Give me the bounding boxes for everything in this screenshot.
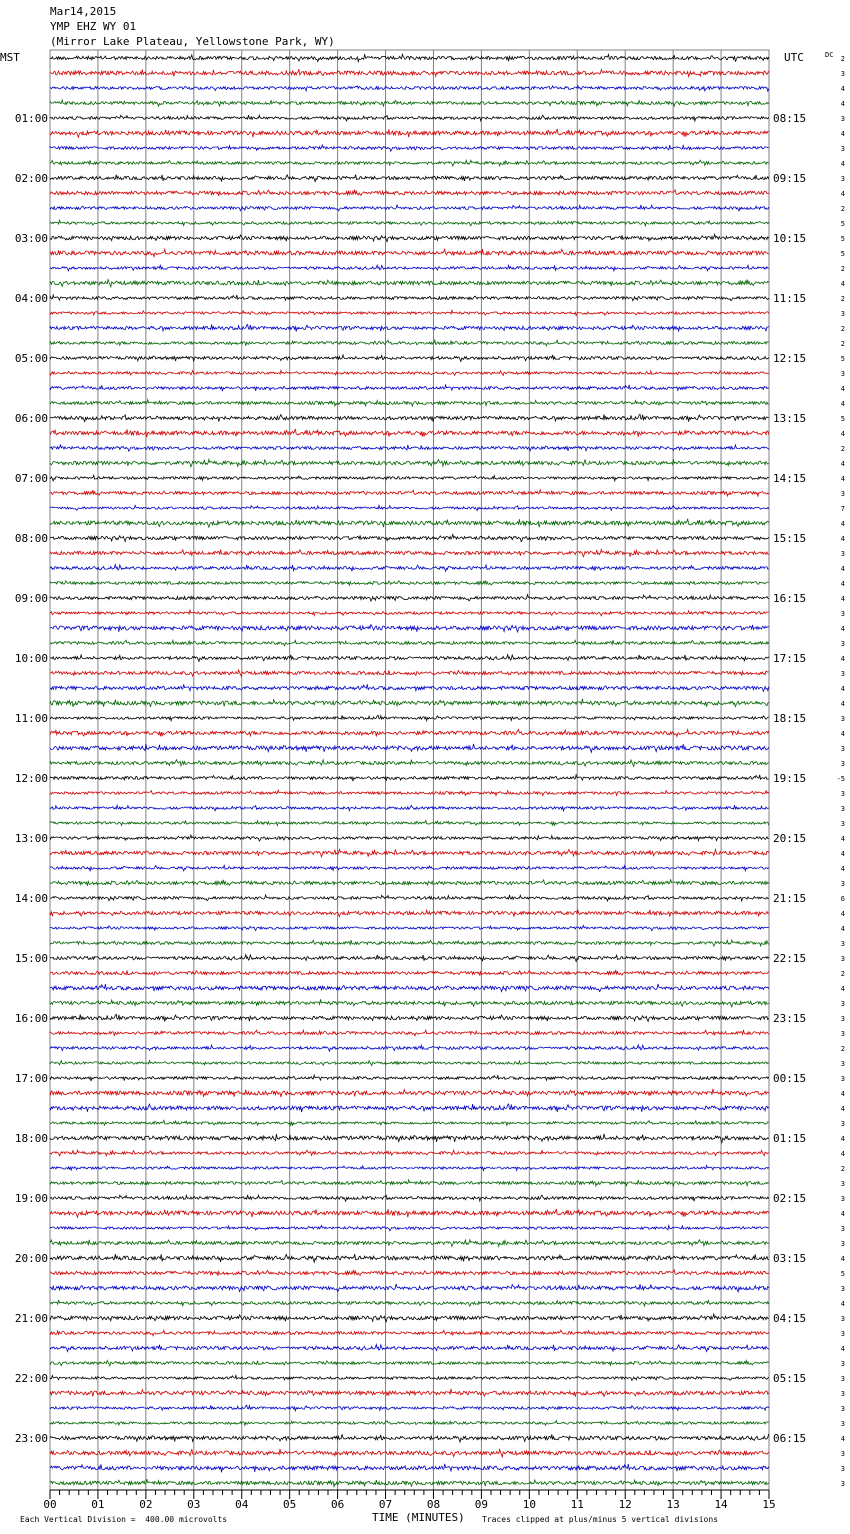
dc-value: 4 bbox=[840, 160, 845, 168]
dc-value: 2 bbox=[840, 205, 845, 213]
dc-value: 3 bbox=[840, 370, 845, 378]
dc-value: 3 bbox=[840, 1480, 845, 1488]
clip-note: Traces clipped at plus/minus 5 vertical divisions bbox=[482, 1515, 719, 1524]
x-tick-label: 04 bbox=[235, 1498, 249, 1511]
dc-value: 3 bbox=[840, 1030, 845, 1038]
dc-value: 3 bbox=[840, 760, 845, 768]
left-time-label: 07:00 bbox=[14, 472, 48, 485]
plot-frame bbox=[50, 50, 769, 1490]
dc-value: 4 bbox=[840, 850, 845, 858]
dc-value: 2 bbox=[840, 970, 845, 978]
trace-row bbox=[50, 220, 769, 226]
right-time-label: 23:15 bbox=[773, 1012, 807, 1025]
dc-value: 3 bbox=[840, 175, 845, 183]
trace-row bbox=[50, 610, 769, 616]
x-tick-label: 08 bbox=[426, 1498, 441, 1511]
trace-row bbox=[50, 1030, 769, 1036]
dc-value: 4 bbox=[840, 730, 845, 738]
right-time-label: 00:15 bbox=[773, 1072, 807, 1085]
dc-value: 3 bbox=[840, 490, 845, 498]
dc-value: 3 bbox=[840, 70, 845, 78]
trace-row bbox=[50, 175, 769, 182]
trace-row bbox=[50, 429, 769, 437]
dc-value: 2 bbox=[840, 265, 845, 273]
trace-row bbox=[50, 400, 769, 406]
trace-row bbox=[50, 1449, 769, 1457]
trace-row bbox=[50, 955, 769, 962]
station-code: YMP EHZ WY 01 bbox=[50, 20, 137, 33]
trace-row bbox=[50, 324, 769, 331]
dc-value: 4 bbox=[840, 430, 845, 438]
trace-row bbox=[50, 129, 769, 137]
dc-value: 5 bbox=[840, 1270, 845, 1278]
trace-row bbox=[50, 100, 769, 106]
dc-value: 3 bbox=[840, 1120, 845, 1128]
x-tick-label: 01 bbox=[91, 1498, 105, 1511]
trace-row bbox=[50, 355, 769, 361]
dc-value: 2 bbox=[840, 445, 845, 453]
trace-row bbox=[50, 775, 769, 781]
left-time-label: 21:00 bbox=[14, 1312, 48, 1325]
trace-row bbox=[50, 821, 769, 826]
trace-row bbox=[50, 1405, 769, 1411]
left-time-label: 08:00 bbox=[14, 532, 48, 545]
trace-row bbox=[50, 54, 769, 61]
dc-value: 4 bbox=[840, 1255, 845, 1263]
trace-row bbox=[50, 519, 769, 528]
trace-row bbox=[50, 565, 769, 572]
x-tick-label: 15 bbox=[762, 1498, 776, 1511]
dc-value: 4 bbox=[840, 100, 845, 108]
dc-value: 3 bbox=[840, 1075, 845, 1083]
dc-value: 5 bbox=[840, 235, 845, 243]
right-time-label: 22:15 bbox=[773, 952, 807, 965]
dc-value: 3 bbox=[840, 640, 845, 648]
trace-row bbox=[50, 1209, 769, 1217]
left-time-label: 03:00 bbox=[14, 232, 48, 245]
trace-row bbox=[50, 1180, 769, 1186]
trace-row bbox=[50, 940, 769, 946]
dc-value: 4 bbox=[840, 280, 845, 288]
trace-row bbox=[50, 790, 769, 796]
trace-row bbox=[50, 1270, 769, 1276]
trace-row bbox=[50, 1314, 769, 1322]
right-time-label: 19:15 bbox=[773, 772, 807, 785]
dc-value: 3 bbox=[840, 1450, 845, 1458]
right-time-label: 13:15 bbox=[773, 412, 807, 425]
right-time-label: 02:15 bbox=[773, 1192, 807, 1205]
right-time-label: 18:15 bbox=[773, 712, 807, 725]
dc-value: 4 bbox=[840, 400, 845, 408]
dc-value: 3 bbox=[840, 1000, 845, 1008]
dc-value: 4 bbox=[840, 655, 845, 663]
trace-row bbox=[50, 295, 769, 301]
dc-value: 3 bbox=[840, 670, 845, 678]
trace-row bbox=[50, 1284, 769, 1292]
dc-value: 7 bbox=[840, 505, 845, 513]
trace-row bbox=[50, 835, 769, 841]
dc-value: 2 bbox=[840, 325, 845, 333]
dc-value: 4 bbox=[840, 535, 845, 543]
dc-value: 4 bbox=[840, 700, 845, 708]
trace-row bbox=[50, 625, 769, 632]
trace-row bbox=[50, 684, 769, 691]
left-time-label: 18:00 bbox=[14, 1132, 48, 1145]
trace-row bbox=[50, 459, 769, 467]
right-time-label: 21:15 bbox=[773, 892, 807, 905]
trace-row bbox=[50, 655, 769, 662]
dc-value: 4 bbox=[840, 865, 845, 873]
dc-value: 2 bbox=[840, 340, 845, 348]
dc-value: 4 bbox=[840, 1090, 845, 1098]
trace-row bbox=[50, 550, 769, 557]
trace-row bbox=[50, 805, 769, 811]
x-tick-label: 05 bbox=[283, 1498, 297, 1511]
trace-row bbox=[50, 744, 769, 752]
trace-row bbox=[50, 595, 769, 601]
dc-value: 3 bbox=[840, 745, 845, 753]
dc-value: 4 bbox=[840, 190, 845, 198]
dc-value: 4 bbox=[840, 1435, 845, 1443]
dc-value: 4 bbox=[840, 520, 845, 528]
station-location: (Mirror Lake Plateau, Yellowstone Park, WY) bbox=[50, 35, 335, 48]
left-time-label: 04:00 bbox=[14, 292, 48, 305]
left-time-label: 12:00 bbox=[14, 772, 48, 785]
trace-row bbox=[50, 1014, 769, 1021]
left-time-label: 15:00 bbox=[14, 952, 48, 965]
dc-value: 3 bbox=[840, 1015, 845, 1023]
dc-value: 3 bbox=[840, 1180, 845, 1188]
x-tick-label: 13 bbox=[666, 1498, 680, 1511]
trace-row bbox=[50, 1165, 769, 1170]
trace-row bbox=[50, 1061, 769, 1066]
trace-row bbox=[50, 1330, 769, 1336]
dc-value: 4 bbox=[840, 565, 845, 573]
trace-row bbox=[50, 1225, 769, 1230]
trace-row bbox=[50, 160, 769, 166]
dc-value: 3 bbox=[840, 550, 845, 558]
trace-row bbox=[50, 145, 769, 151]
dc-value: 4 bbox=[840, 985, 845, 993]
trace-row bbox=[50, 1375, 769, 1380]
trace-row bbox=[50, 249, 769, 257]
x-tick-label: 00 bbox=[43, 1498, 57, 1511]
left-time-label: 22:00 bbox=[14, 1372, 48, 1385]
trace-row bbox=[50, 580, 769, 585]
x-tick-label: 07 bbox=[378, 1498, 393, 1511]
trace-row bbox=[50, 1360, 769, 1366]
dc-value: 3 bbox=[840, 805, 845, 813]
trace-row bbox=[50, 1389, 769, 1397]
dc-value: 4 bbox=[840, 85, 845, 93]
left-time-label: 10:00 bbox=[14, 652, 48, 665]
trace-row bbox=[50, 205, 769, 211]
trace-row bbox=[50, 1421, 769, 1426]
trace-row bbox=[50, 385, 769, 391]
trace-row bbox=[50, 86, 769, 91]
trace-row bbox=[50, 475, 769, 481]
trace-row bbox=[50, 879, 769, 886]
trace-row bbox=[50, 1045, 769, 1051]
dc-value: 4 bbox=[840, 1345, 845, 1353]
dc-value: 3 bbox=[840, 1390, 845, 1398]
dc-value: 6 bbox=[840, 895, 845, 903]
x-tick-label: 03 bbox=[187, 1498, 201, 1511]
left-time-label: 05:00 bbox=[14, 352, 48, 365]
trace-row bbox=[50, 865, 769, 870]
dc-value: 4 bbox=[840, 1105, 845, 1113]
trace-row bbox=[50, 1120, 769, 1125]
dc-value: 3 bbox=[840, 145, 845, 153]
trace-row bbox=[50, 1075, 769, 1081]
trace-row bbox=[50, 490, 769, 496]
dc-value: 2 bbox=[840, 1045, 845, 1053]
dc-value: 3 bbox=[840, 1060, 845, 1068]
dc-value: 3 bbox=[840, 1225, 845, 1233]
trace-row bbox=[50, 445, 769, 451]
trace-row bbox=[50, 310, 769, 315]
dc-value: 3 bbox=[840, 1420, 845, 1428]
trace-row bbox=[50, 115, 769, 121]
right-time-label: 17:15 bbox=[773, 652, 807, 665]
trace-row bbox=[50, 1479, 769, 1487]
dc-value: 4 bbox=[840, 835, 845, 843]
x-tick-label: 14 bbox=[714, 1498, 728, 1511]
trace-row bbox=[50, 760, 769, 767]
trace-row bbox=[50, 1434, 769, 1442]
dc-value: 4 bbox=[840, 910, 845, 918]
right-time-label: 15:15 bbox=[773, 532, 807, 545]
dc-value: 3 bbox=[840, 115, 845, 123]
trace-row bbox=[50, 414, 769, 421]
right-time-label: 01:15 bbox=[773, 1132, 807, 1145]
dc-value: 2 bbox=[840, 1165, 845, 1173]
trace-row bbox=[50, 910, 769, 917]
dc-value: 4 bbox=[840, 625, 845, 633]
dc-value: 4 bbox=[840, 685, 845, 693]
trace-row bbox=[50, 505, 769, 510]
x-axis-label: TIME (MINUTES) bbox=[372, 1511, 465, 1524]
dc-value: 4 bbox=[840, 1150, 845, 1158]
dc-value: 5 bbox=[840, 415, 845, 423]
left-time-label: 13:00 bbox=[14, 832, 48, 845]
trace-row bbox=[50, 640, 769, 646]
dc-value: 4 bbox=[840, 1210, 845, 1218]
right-time-label: 14:15 bbox=[773, 472, 807, 485]
trace-row bbox=[50, 1254, 769, 1262]
dc-value: 4 bbox=[840, 925, 845, 933]
trace-row bbox=[50, 265, 769, 271]
dc-value: 3 bbox=[840, 1465, 845, 1473]
dc-value: 3 bbox=[840, 1375, 845, 1383]
trace-row bbox=[50, 69, 769, 76]
dc-value: 4 bbox=[840, 385, 845, 393]
trace-row bbox=[50, 234, 769, 241]
left-time-label: 14:00 bbox=[14, 892, 48, 905]
trace-row bbox=[50, 1150, 769, 1156]
x-tick-label: 06 bbox=[330, 1498, 345, 1511]
left-time-label: 02:00 bbox=[14, 172, 48, 185]
trace-row bbox=[50, 280, 769, 287]
right-time-label: 05:15 bbox=[773, 1372, 807, 1385]
dc-value: 3 bbox=[840, 1195, 845, 1203]
trace-row bbox=[50, 926, 769, 931]
right-time-label: 03:15 bbox=[773, 1252, 807, 1265]
seismic-traces bbox=[50, 54, 769, 1487]
dc-value: 5 bbox=[840, 220, 845, 228]
dc-value: 4 bbox=[840, 475, 845, 483]
dc-label: DC bbox=[825, 51, 834, 59]
left-time-label: 19:00 bbox=[14, 1192, 48, 1205]
trace-row bbox=[50, 370, 769, 375]
x-tick-label: 10 bbox=[522, 1498, 536, 1511]
left-time-label: 06:00 bbox=[14, 412, 48, 425]
chart-date: Mar14,2015 bbox=[50, 5, 117, 18]
dc-value: 4 bbox=[840, 130, 845, 138]
right-time-label: 04:15 bbox=[773, 1312, 807, 1325]
trace-row bbox=[50, 715, 769, 720]
dc-value: 3 bbox=[840, 820, 845, 828]
trace-row bbox=[50, 895, 769, 901]
dc-value: 3 bbox=[840, 1315, 845, 1323]
dc-value: 3 bbox=[840, 940, 845, 948]
dc-value: -5 bbox=[836, 775, 845, 783]
right-time-label: 08:15 bbox=[773, 112, 807, 125]
dc-value: 4 bbox=[840, 580, 845, 588]
trace-row bbox=[50, 1089, 769, 1097]
dc-value: 3 bbox=[840, 1240, 845, 1248]
dc-value: 3 bbox=[840, 880, 845, 888]
trace-row bbox=[50, 340, 769, 346]
trace-row bbox=[50, 999, 769, 1006]
dc-value: 4 bbox=[840, 460, 845, 468]
left-time-label: 01:00 bbox=[14, 112, 48, 125]
left-time-label: 17:00 bbox=[14, 1072, 48, 1085]
right-time-label: 16:15 bbox=[773, 592, 807, 605]
trace-row bbox=[50, 1464, 769, 1473]
left-time-label: 20:00 bbox=[14, 1252, 48, 1265]
trace-row bbox=[50, 699, 769, 707]
dc-value: 2 bbox=[840, 295, 845, 303]
dc-value: 3 bbox=[840, 955, 845, 963]
dc-value: 3 bbox=[840, 715, 845, 723]
left-time-label: 11:00 bbox=[14, 712, 48, 725]
dc-value: 3 bbox=[840, 790, 845, 798]
right-axis-title: UTC bbox=[784, 51, 804, 64]
x-tick-label: 02 bbox=[139, 1498, 153, 1511]
right-time-label: 20:15 bbox=[773, 832, 807, 845]
dc-value: 4 bbox=[840, 595, 845, 603]
x-tick-label: 12 bbox=[618, 1498, 632, 1511]
left-time-label: 16:00 bbox=[14, 1012, 48, 1025]
dc-value: 5 bbox=[840, 250, 845, 258]
left-time-label: 09:00 bbox=[14, 592, 48, 605]
trace-row bbox=[50, 1345, 769, 1352]
right-time-label: 11:15 bbox=[773, 292, 807, 305]
dc-value: 4 bbox=[840, 1135, 845, 1143]
dc-value: 2 bbox=[840, 55, 845, 63]
dc-value: 4 bbox=[840, 1300, 845, 1308]
dc-value: 3 bbox=[840, 1330, 845, 1338]
trace-row bbox=[50, 1134, 769, 1143]
right-time-label: 06:15 bbox=[773, 1432, 807, 1445]
axis-labels bbox=[15, 55, 845, 1511]
trace-row bbox=[50, 1240, 769, 1247]
trace-row bbox=[50, 1195, 769, 1201]
trace-row bbox=[50, 1104, 769, 1112]
trace-row bbox=[50, 670, 769, 676]
trace-row bbox=[50, 730, 769, 737]
scale-note: Each Vertical Division = 400.00 microvolts bbox=[20, 1515, 228, 1524]
right-time-label: 12:15 bbox=[773, 352, 807, 365]
right-time-label: 10:15 bbox=[773, 232, 807, 245]
dc-value: 3 bbox=[840, 610, 845, 618]
trace-row bbox=[50, 1300, 769, 1306]
dc-value: 3 bbox=[840, 1285, 845, 1293]
trace-row bbox=[50, 190, 769, 196]
dc-value: 3 bbox=[840, 1405, 845, 1413]
dc-value: 3 bbox=[840, 1360, 845, 1368]
right-time-label: 09:15 bbox=[773, 172, 807, 185]
trace-row bbox=[50, 535, 769, 542]
trace-row bbox=[50, 850, 769, 857]
dc-value: 3 bbox=[840, 310, 845, 318]
left-time-label: 23:00 bbox=[14, 1432, 48, 1445]
x-tick-label: 09 bbox=[474, 1498, 489, 1511]
left-axis-title: MST bbox=[0, 51, 20, 64]
dc-value: 5 bbox=[840, 355, 845, 363]
trace-row bbox=[50, 970, 769, 976]
x-tick-label: 11 bbox=[570, 1498, 584, 1511]
trace-row bbox=[50, 984, 769, 992]
